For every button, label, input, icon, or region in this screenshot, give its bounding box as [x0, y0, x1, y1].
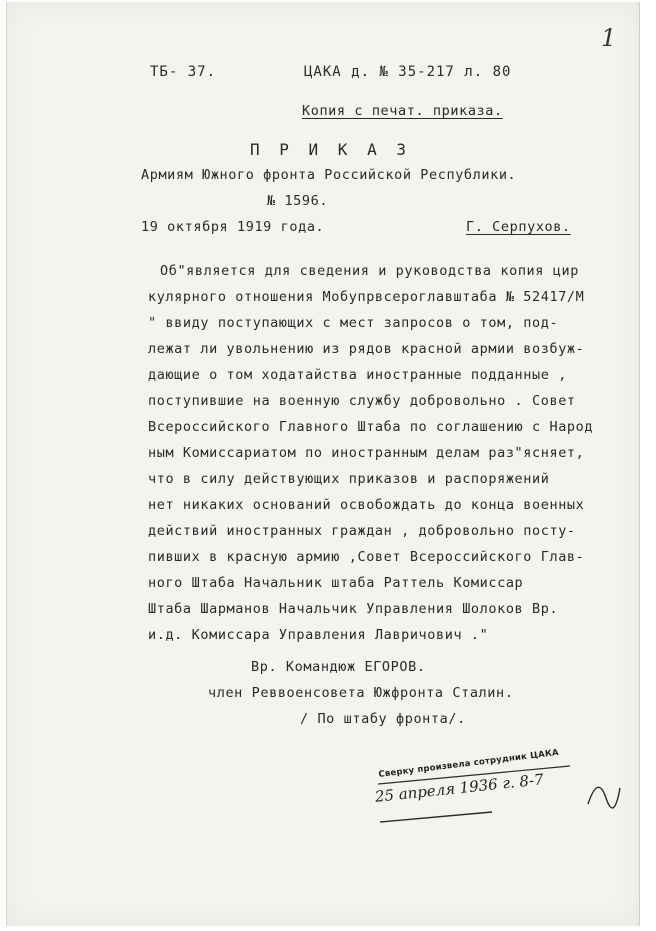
order-place: Г. Серпухов. [466, 219, 571, 235]
body-line: Об"является для сведения и руководства копия цир [160, 263, 579, 279]
stamp-date: 25 апреля 1936 г. 8-7 [374, 770, 545, 806]
body-line: " ввиду поступающих с мест запросов о том, под- [148, 315, 559, 331]
signature-council-member: член Реввоенсовета Южфронта Сталин. [208, 685, 514, 701]
body-line: поступившие на военную службу добровольно . Совет [148, 393, 576, 409]
order-date: 19 октября 1919 года. [141, 219, 325, 235]
body-line: дающие о том ходатайства иностранные подданные , [148, 367, 567, 383]
header-left-code: ТБ- 37. [150, 64, 217, 80]
document-title: П Р И К А З [250, 140, 411, 159]
body-line: лежат ли увольнению из рядов красной армии возбуж- [148, 341, 585, 357]
body-line: ным Комиссариатом по иностранным делам раз"ясняет, [148, 445, 585, 461]
body-line: нет никаких оснований освобождать до конца военных [148, 497, 585, 513]
body-line: ного Штаба Начальник штаба Раттель Комиссар [148, 575, 524, 591]
body-line: кулярного отношения Мобупрвсероглавштаба № 52417/М [148, 289, 585, 305]
signature-commander: Вр. Командюж ЕГОРОВ. [251, 659, 426, 675]
verification-stamp [374, 747, 624, 824]
body-line: Штаба Шарманов Начальчик Управления Шолоков Вр. [148, 601, 559, 617]
body-line: что в силу действующих приказов и распоряжений [148, 471, 550, 487]
order-number: № 1596. [267, 193, 329, 209]
body-line: пивших в красную армию ,Совет Всероссийского Глав- [148, 549, 585, 565]
stamp-text: Сверку произвела сотрудник ЦАКА [378, 747, 560, 780]
body-line: действий иностранных граждан , добровольно посту- [148, 523, 576, 539]
signature-staff: / По штабу фронта/. [300, 711, 466, 727]
addressee: Армиям Южного фронта Российской Республики. [141, 167, 517, 183]
page-number: 1 [601, 24, 617, 52]
body-line: и.д. Комиссара Управления Лавричович ." [148, 627, 489, 643]
body-line: Всероссийского Главного Штаба по соглашению с Народ [148, 419, 594, 435]
header-archive-ref: ЦАКА д. № 35-217 л. 80 [304, 64, 512, 80]
copy-note: Копия с печат. приказа. [302, 103, 503, 119]
